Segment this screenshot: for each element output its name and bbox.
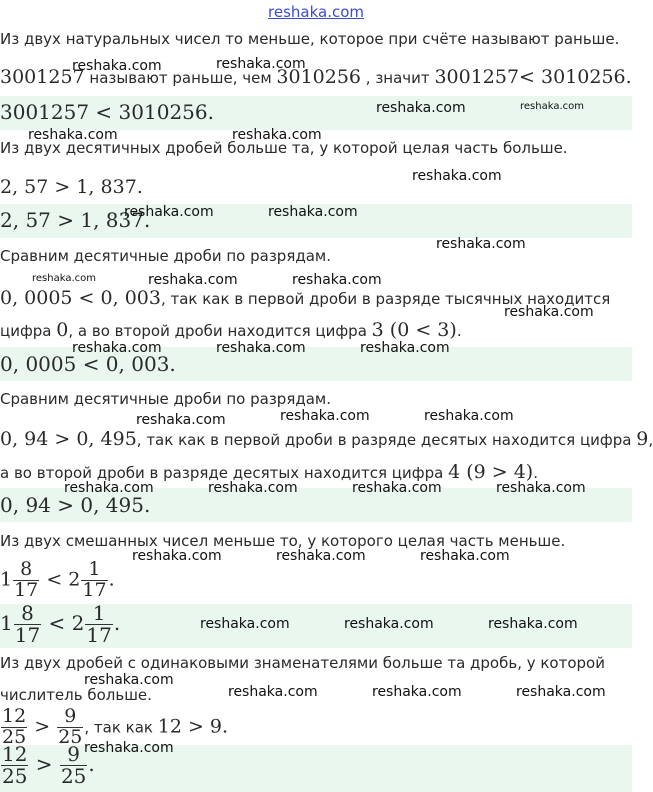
watermark: reshaka.com [72,58,162,74]
numerator: 8 [14,603,41,625]
text: . [533,464,538,482]
answer: 3001257 < 3010256. [0,100,214,124]
watermark: reshaka.com [504,304,594,320]
math-expression: 0, 0005 < 0, 003 [0,287,161,309]
watermark: reshaka.com [84,672,174,688]
text: , так как [84,718,158,737]
text: , [648,431,653,449]
whole-part: 1 [0,568,13,591]
operator: > [28,715,57,738]
rule-same-denominator: числитель больше. [0,686,152,704]
math-number: 3001257 [0,66,85,88]
rule-decimal-fractions: Из двух десятичных дробей больше та, у которой целая часть больше. [0,139,568,157]
watermark: reshaka.com [352,480,442,496]
operator: < [42,611,72,635]
watermark: reshaka.com [228,684,318,700]
math-expression: 0, 94 > 0, 495 [0,428,137,450]
watermark: reshaka.com [72,340,162,356]
watermark: reshaka.com [292,272,382,288]
text: , значит [361,69,435,87]
watermark: reshaka.com [424,408,514,424]
period: . [113,611,121,635]
text: , так как в первой дроби в разряде тысячных находится [160,290,611,308]
numerator: 12 [2,705,27,727]
watermark: reshaka.com [276,548,366,564]
math-expression: 3001257< 3010256. [434,66,632,88]
watermark: reshaka.com [216,56,306,72]
whole-part: 1 [0,611,13,635]
site-link[interactable]: reshaka.com [268,3,364,21]
denominator: 25 [2,725,27,748]
math-expression: 12 > 9 [157,715,223,738]
watermark: reshaka.com [344,616,434,632]
rule-natural-numbers: Из двух натуральных чисел то меньше, которое при счёте называют раньше. [0,30,620,48]
fraction [14,603,41,646]
answer: 0, 94 > 0, 495. [0,493,151,517]
math-number: 9 [636,428,649,450]
watermark: reshaka.com [216,340,306,356]
watermark: reshaka.com [200,616,290,632]
watermark: reshaka.com [232,127,322,143]
watermark: reshaka.com [280,408,370,424]
watermark: reshaka.com [28,127,118,143]
watermark: reshaka.com [372,684,462,700]
math-expression: 3 (0 < 3) [371,319,457,341]
watermark: reshaka.com [488,616,578,632]
watermark: reshaka.com [132,548,222,564]
watermark: reshaka.com [360,340,450,356]
operator: > [29,752,59,776]
denominator: 17 [14,623,41,647]
fraction [13,560,39,601]
watermark: reshaka.com [436,236,526,252]
period: . [88,752,95,776]
watermark: reshaka.com [520,101,584,112]
watermark: reshaka.com [32,273,96,284]
watermark: reshaka.com [136,412,226,428]
answer [0,744,95,787]
numerator: 1 [81,560,107,581]
answer: 2, 57 > 1, 837. [0,208,151,232]
watermark: reshaka.com [124,204,214,220]
watermark: reshaka.com [376,100,466,116]
numerator: 9 [60,744,87,766]
text: а во второй дроби в разряде десятых находится цифра [0,464,449,482]
numerator: 9 [57,707,83,728]
whole-part: 2 [68,568,81,591]
fraction [85,603,112,646]
text: . [456,322,462,340]
watermark: reshaka.com [420,548,510,564]
watermark: reshaka.com [412,168,502,184]
numerator: 12 [2,742,28,766]
math-number: 3010256 [276,66,362,88]
period: . [108,568,115,591]
watermark: reshaka.com [148,272,238,288]
denominator: 25 [60,764,87,788]
text: , а во второй дроби находится цифра [68,322,372,340]
text: цифра [0,322,57,340]
period: . [222,715,229,738]
math-expression: 4 (9 > 4) [448,461,534,483]
math-expression: 2, 57 > 1, 837. [0,176,143,198]
answer: 0, 0005 < 0, 003. [0,352,176,376]
watermark: reshaka.com [496,480,586,496]
math-number: 0 [56,319,69,341]
watermark: reshaka.com [516,684,606,700]
watermark: reshaka.com [268,204,358,220]
denominator: 25 [58,725,83,748]
text: , так как в первой дроби в разряде десятых находится цифра [136,431,637,449]
rule-compare-digits: Сравним десятичные дроби по разрядам. [0,390,332,408]
denominator: 17 [86,623,112,647]
numerator: 1 [85,603,112,625]
rule-mixed-numbers: Из двух смешанных чисел меньше то, у которого целая часть меньше. [0,532,566,550]
watermark: reshaka.com [64,480,154,496]
rule-same-denominator: Из двух дробей с одинаковыми знаменателями больше та дробь, у которой [0,654,605,672]
numerator: 8 [13,560,39,581]
operator: < [40,568,69,591]
fraction [81,560,107,601]
text: называют раньше, чем [84,69,277,87]
watermark: reshaka.com [208,480,298,496]
comparison-line [0,319,462,341]
denominator: 17 [82,578,107,601]
fraction [1,744,28,787]
denominator: 17 [14,578,39,601]
answer [0,603,120,646]
denominator: 25 [2,764,28,788]
rule-compare-digits: Сравним десятичные дроби по разрядам. [0,247,332,265]
comparison-line [0,428,653,450]
mixed-number-comparison [0,560,115,601]
whole-part: 2 [71,611,85,635]
watermark: reshaka.com [84,740,174,756]
